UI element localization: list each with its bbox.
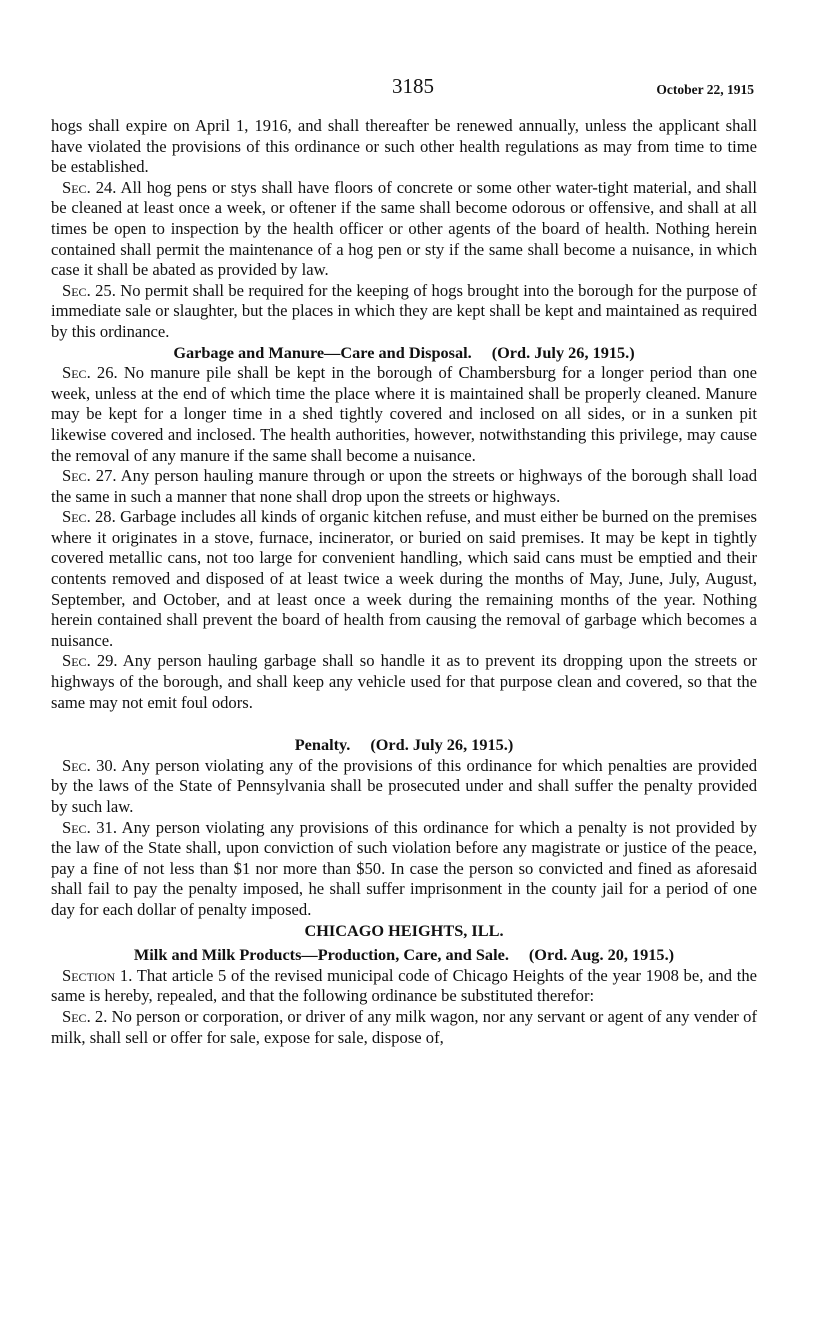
section-2: [51, 1007, 757, 1048]
page-header: [0, 74, 816, 104]
section-31: [51, 818, 757, 921]
section-heading-garbage-manure: [51, 343, 757, 364]
section-1: [51, 966, 757, 1007]
heading-title: Milk and Milk Products—Production, Care, and Sale.: [133, 945, 509, 965]
section-text: No person or corporation, or driver of any milk wagon, nor any servant or agent of any vender of milk, shall sell or offer for sale, expose for sale, dispose of,: [51, 1006, 757, 1047]
heading-title: Penalty.: [294, 735, 351, 755]
section-26: [51, 363, 757, 466]
section-label: Sec. 2.: [62, 1006, 108, 1026]
section-30: [51, 756, 757, 818]
section-28: [51, 507, 757, 651]
page-date: October 22, 1915: [656, 82, 754, 97]
section-text: Any person violating any of the provisions of this ordinance for which penalties are provided by the laws of the State of Pennsylvania shall be prosecuted under and shall suffer the penalty provided by such law.: [51, 755, 757, 816]
heading-ordinance-date: (Ord. July 26, 1915.): [491, 342, 635, 362]
section-text: That article 5 of the revised municipal code of Chicago Heights of the year 1908 be, and the same is hereby, repealed, and that the following ordinance be substituted therefor:: [51, 965, 757, 1006]
section-label: Sec. 28.: [62, 507, 116, 527]
city-heading: CHICAGO HEIGHTS, ILL.: [304, 920, 504, 940]
section-25: [51, 281, 757, 343]
heading-ordinance-date: (Ord. Aug. 20, 1915.): [528, 945, 675, 965]
section-text: Any person violating any provisions of this ordinance for which a penalty is not provided by the law of the State shall, upon conviction of such violation before any magistrate or justice of the peace, pay a fine of not less than $1 nor more than $50. In case the person so convicted and fined as aforesaid shall fail to pay the penalty imposed, he shall suffer imprisonment in the county jail for a period of one day for each dollar of penalty imposed.: [51, 817, 757, 919]
section-text: No manure pile shall be kept in the borough of Chambersburg for a longer period than one week, unless at the end of which time the place where it is maintained shall be properly cleaned. Manure may be kept for a longer time in a shed tightly covered and inclosed on all sides, or in a sunken pit likewise covered and inclosed. The health authorities, however, notwithstanding this privilege, may cause the removal of any manure if the same shall become a nuisance.: [51, 363, 757, 465]
section-label: Sec. 27.: [62, 466, 117, 486]
section-label: Sec. 29.: [62, 651, 118, 671]
section-24: [51, 178, 757, 281]
section-label: Sec. 30.: [62, 755, 117, 775]
section-text: Garbage includes all kinds of organic kitchen refuse, and must either be burned on the premises where it originates in a stove, furnace, incinerator, or buried on said premises. It may be kept in tightly covered metallic cans, not too large for convenient handling, which said cans must be emptied and their contents removed and disposed of at least twice a week during the months of May, June, July, August, September, and October, and at least once a week during the remaining months of the year. Nothing herein contained shall prevent the board of health from causing the removal of garbage which becomes a nuisance.: [51, 507, 757, 650]
section-heading-penalty: [51, 735, 757, 756]
section-label: Sec. 25.: [62, 280, 116, 300]
heading-title: Garbage and Manure—Care and Disposal.: [173, 342, 472, 362]
section-label: Sec. 31.: [62, 817, 118, 837]
section-29: [51, 651, 757, 713]
section-label: Sec. 24.: [62, 177, 117, 197]
heading-ordinance-date: (Ord. July 26, 1915.): [370, 735, 514, 755]
paragraph-text: hogs shall expire on April 1, 1916, and shall thereafter be renewed annually, unless the applicant shall have violated the provisions of this ordinance or such other health regulations as may from time to time be established.: [51, 116, 757, 177]
document-body: [51, 116, 757, 1048]
section-text: No permit shall be required for the keeping of hogs brought into the borough for the purpose of immediate sale or slaughter, but the places in which they are kept shall be kept and maintained as required by this ordinance.: [51, 280, 757, 341]
paragraph-continuation: [51, 116, 757, 178]
section-text: Any person hauling garbage shall so handle it as to prevent its dropping upon the streets or highways of the borough, and shall keep any vehicle used for that purpose clean and covered, so that the same may not emit foul odors.: [51, 651, 757, 712]
page-number: 3185: [392, 74, 434, 98]
section-text: All hog pens or stys shall have floors of concrete or some other water-tight material, and shall be cleaned at least once a week, or oftener if the same shall become odorous or offensive, and shall at all times be open to inspection by the health officer or other agents of the board of health. Nothing herein contained shall permit the maintenance of a hog pen or sty if the same shall become a nuisance, in which case it shall be abated as provided by law.: [51, 177, 757, 280]
section-label: Sec. 26.: [62, 363, 118, 383]
section-27: [51, 466, 757, 507]
section-heading-milk-products: [51, 945, 757, 966]
section-label: Section 1.: [62, 965, 133, 985]
section-text: Any person hauling manure through or upon the streets or highways of the borough shall load the same in such a manner that none shall drop upon the streets or highways.: [51, 466, 758, 506]
